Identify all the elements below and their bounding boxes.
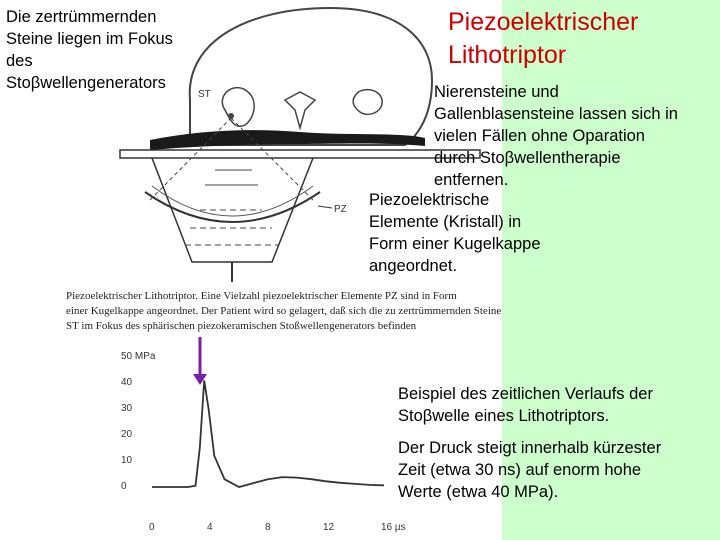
caption-line: ST im Fokus des sphärischen piezokeramischen Stoßwellengenerators befinden xyxy=(66,320,417,332)
y-tick-label: 40 xyxy=(121,377,133,388)
body-line: angeordnet. xyxy=(369,257,458,275)
body-line: Elemente (Kristall) in xyxy=(369,213,522,231)
caption-line: einer Kugelkappe angeordnet. Der Patient wird so gelagert, daß sich die zu zertrümmernden Steine xyxy=(66,305,502,317)
x-tick-label: 0 xyxy=(149,522,155,533)
body-line: durch Stoβwellentherapie xyxy=(434,149,621,167)
body-line: Zeit (etwa 30 ns) auf enorm hohe xyxy=(398,461,642,479)
x-tick-label: 4 xyxy=(207,522,213,533)
body-line: Werte (etwa 40 MPa). xyxy=(398,483,559,501)
x-tick-label: 12 xyxy=(323,522,335,533)
title-line: Lithotriptor xyxy=(448,41,567,69)
body-line: Beispiel des zeitlichen Verlaufs der xyxy=(398,385,653,403)
intro-line: des xyxy=(6,52,33,70)
y-tick-label: 10 xyxy=(121,455,133,466)
body-line: Stoβwelle eines Lithotriptors. xyxy=(398,407,610,425)
body-line: Nierensteine und xyxy=(434,83,559,101)
body-line: Piezoelektrische xyxy=(369,191,490,209)
pz-label: PZ xyxy=(334,204,347,215)
body-line: Gallenblasensteine lassen sich in xyxy=(434,105,678,123)
pressure-curve xyxy=(152,380,384,487)
description-example xyxy=(398,383,653,427)
st-label: ST xyxy=(198,89,211,100)
x-tick-label: 16 µs xyxy=(381,522,406,533)
intro-line: Stoβwellengenerators xyxy=(6,74,166,92)
y-tick-label: 20 xyxy=(121,429,133,440)
x-tick-label: 8 xyxy=(265,522,271,533)
intro-line: Steine liegen im Fokus xyxy=(6,30,173,48)
body-line: entfernen. xyxy=(434,171,509,189)
description-pressure xyxy=(398,437,661,503)
y-tick-label: 30 xyxy=(121,403,133,414)
caption-line: Piezoelektrischer Lithotriptor. Eine Vielzahl piezoelektrischer Elemente PZ sind in Form xyxy=(66,290,457,302)
y-tick-label: 50 MPa xyxy=(121,351,156,362)
title-line: Piezoelektrischer xyxy=(448,8,639,36)
body-line: Form einer Kugelkappe xyxy=(369,235,541,253)
body-line: vielen Fällen ohne Oparation xyxy=(434,127,645,145)
intro-line: Die zertrümmernden xyxy=(6,8,157,26)
y-tick-label: 0 xyxy=(121,481,127,492)
body-line: Der Druck steigt innerhalb kürzester xyxy=(398,439,662,457)
